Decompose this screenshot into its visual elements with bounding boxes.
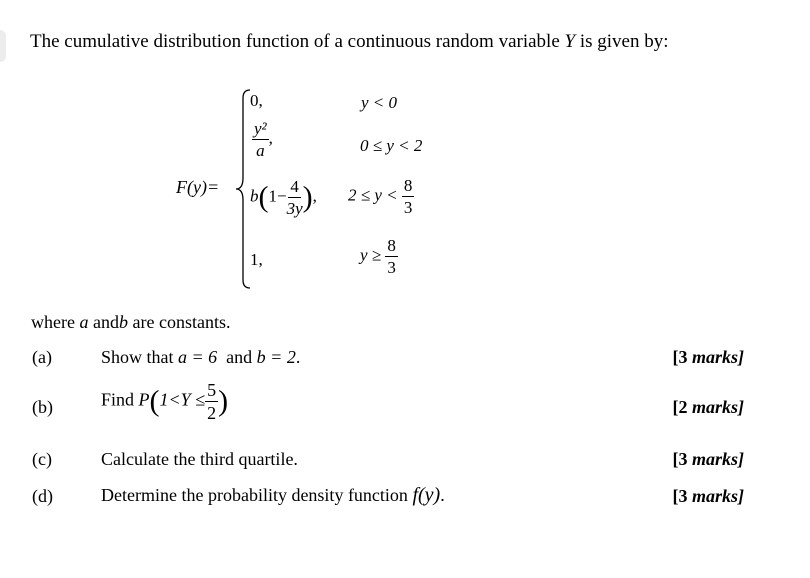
question-a-label: (a) <box>32 347 52 367</box>
question-d-marks-num: [3 <box>672 486 688 506</box>
case-4-condition <box>360 237 398 276</box>
case-3-condition <box>348 177 414 216</box>
question-a-pre: Show that <box>101 347 174 367</box>
question-a-marks-num: [3 <box>672 347 688 367</box>
question-b-marks <box>672 397 744 418</box>
question-a-and: and <box>226 347 253 367</box>
question-a-math2: b = 2 <box>256 347 296 367</box>
case-2-numerator: y² <box>254 119 267 138</box>
case-4-cond-denominator: 3 <box>387 258 396 277</box>
question-a-marks <box>672 347 744 368</box>
case-3-numerator: 4 <box>290 177 299 196</box>
note-post: are constants. <box>132 312 231 332</box>
constants-note <box>31 312 230 333</box>
case-3-expression: b(1− $\frac{4}{3y}$ ), <box>250 177 317 218</box>
note-and: and <box>92 312 119 332</box>
case-2-comma: , <box>268 128 273 148</box>
page-corner-decoration <box>0 30 6 62</box>
intro-variable: Y <box>564 31 576 52</box>
case-2-denominator: a <box>256 141 265 160</box>
case-1-condition: y < 0 <box>361 93 398 112</box>
case-3-denominator: 3y <box>286 199 303 218</box>
question-a-marks-word: marks] <box>691 347 744 367</box>
question-d-pre: Determine the probability density function <box>101 485 408 505</box>
case-4-expression: 1, <box>250 250 263 269</box>
question-c-text: Calculate the third quartile. <box>101 449 298 469</box>
question-b-marks-num: [2 <box>672 397 688 417</box>
function-lhs: F(y)= <box>176 177 220 197</box>
case-2-expression <box>252 120 273 159</box>
question-d-period: . <box>440 485 445 505</box>
question-a-text <box>101 347 300 368</box>
question-c-label: (c) <box>32 449 52 469</box>
case-3-cond-denominator: 3 <box>403 198 413 217</box>
note-b: b <box>118 312 128 332</box>
question-c-marks-word: marks] <box>691 449 744 469</box>
case-4-cond-numerator: 8 <box>387 236 396 255</box>
case-2-fraction <box>252 120 269 159</box>
question-b-text: Find P(1<Y ≤ $\frac{5}{2}$ ) <box>101 380 229 423</box>
case-3-cond-text: 2 ≤ y < <box>348 185 398 205</box>
case-3-fraction <box>287 178 303 217</box>
question-b-denominator: 2 <box>207 403 217 423</box>
case-4-cond-fraction <box>385 237 398 276</box>
question-d-math: f(y) <box>412 484 441 506</box>
question-b-find: Find <box>101 389 135 410</box>
question-b-numerator: 5 <box>207 380 217 400</box>
question-d-label: (d) <box>32 486 53 506</box>
question-d-marks-word: marks] <box>691 486 744 506</box>
question-b-marks-word: marks] <box>691 397 744 417</box>
case-3-cond-numerator: 8 <box>403 176 413 195</box>
question-d-text <box>101 484 445 507</box>
intro-text: The cumulative distribution function of a continuous random variable <box>30 31 560 52</box>
case-1-expression: 0, <box>250 91 263 110</box>
case-3-one-minus: 1− <box>268 186 287 206</box>
case-3-cond-fraction <box>402 177 415 216</box>
question-b-label: (b) <box>32 397 53 417</box>
question-c-marks-num: [3 <box>672 449 688 469</box>
question-b-p: P <box>138 389 150 410</box>
question-a-period: . <box>295 347 301 367</box>
case-2-condition: 0 ≤ y < 2 <box>360 136 423 155</box>
note-a: a <box>79 312 89 332</box>
note-where: where <box>31 312 75 332</box>
intro-suffix: is given by: <box>579 31 669 52</box>
question-d-marks <box>672 486 744 507</box>
question-c-marks <box>672 449 744 470</box>
case-4-cond-text: y ≥ <box>360 245 382 265</box>
question-b-inequality: 1<Y ≤ <box>159 389 206 410</box>
intro-sentence <box>30 31 669 53</box>
case-3-b: b <box>250 186 259 206</box>
question-b-fraction <box>205 381 218 422</box>
case-3-comma: , <box>312 186 317 206</box>
question-a-math1: a = 6 <box>178 347 218 367</box>
